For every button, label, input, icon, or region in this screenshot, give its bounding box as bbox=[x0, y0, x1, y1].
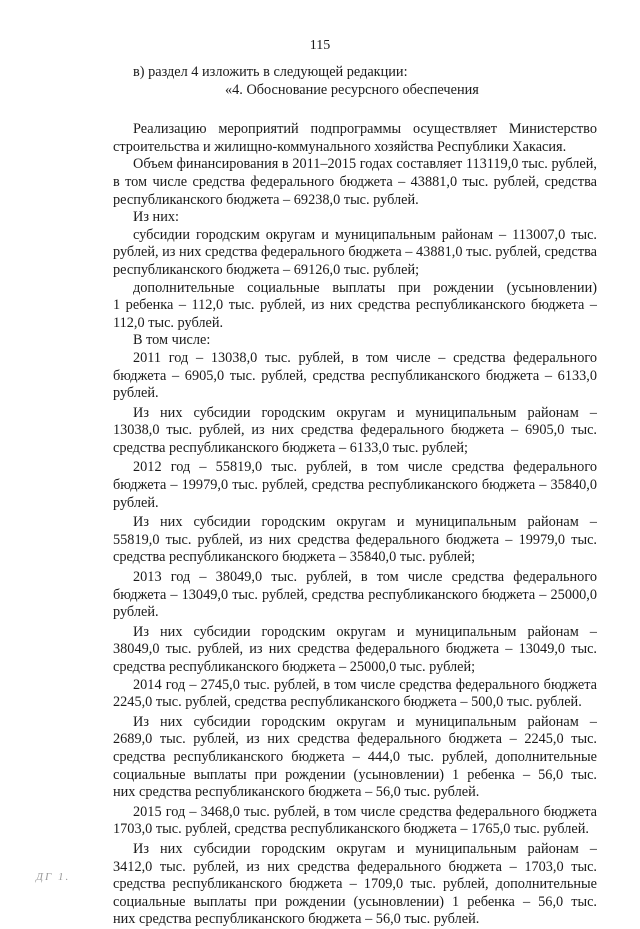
text-line: Из них субсидии городским округам и муниципальным районам – bbox=[133, 404, 597, 421]
text-line: Из них: bbox=[133, 209, 179, 226]
text-line: средства республиканского бюджета – 35840,0 тыс. рублей; bbox=[113, 549, 476, 566]
document-body bbox=[0, 64, 640, 929]
text-line: 1703,0 тыс. рублей, средства республиканского бюджета – 1765,0 тыс. рублей. bbox=[113, 821, 589, 838]
amendment-line: в) раздел 4 изложить в следующей редакции: bbox=[133, 64, 408, 80]
text-line: Объем финансирования в 2011–2015 годах составляет 113119,0 тыс. рублей, bbox=[133, 156, 597, 173]
text-line: социальные выплаты при рождении (усыновлении) 1 ребенка – 56,0 тыс. bbox=[113, 893, 597, 910]
page-number: 115 bbox=[309, 38, 331, 53]
text-line: 3412,0 тыс. рублей, из них средства федерального бюджета – 1703,0 тыс. bbox=[113, 858, 597, 875]
text-line: 2245,0 тыс. рублей, средства республиканского бюджета – 500,0 тыс. рублей. bbox=[113, 694, 582, 711]
text-line: рублей, из них средства федерального бюджета – 43881,0 тыс. рублей, средства bbox=[113, 244, 597, 261]
text-line: социальные выплаты при рождении (усыновлении) 1 ребенка – 56,0 тыс. bbox=[113, 766, 597, 783]
text-line: 2013 год – 38049,0 тыс. рублей, в том числе средства федерального bbox=[133, 569, 597, 586]
text-line: 13038,0 тыс. рублей, из них средства федерального бюджета – 6905,0 тыс. bbox=[113, 422, 597, 439]
text-line: Из них субсидии городским округам и муниципальным районам – bbox=[133, 840, 597, 857]
text-line: 55819,0 тыс. рублей, из них средства федерального бюджета – 19979,0 тыс. bbox=[113, 531, 597, 548]
text-line: них средства республиканского бюджета – 56,0 тыс. рублей. bbox=[113, 911, 480, 928]
text-line: бюджета – 6905,0 тыс. рублей, средства республиканского бюджета – 6133,0 bbox=[113, 367, 597, 384]
text-line: 38049,0 тыс. рублей, из них средства федерального бюджета – 13049,0 тыс. bbox=[113, 641, 597, 658]
text-line: 2012 год – 55819,0 тыс. рублей, в том числе средства федерального bbox=[133, 459, 597, 476]
text-line: в том числе средства федерального бюджета – 43881,0 тыс. рублей, средства bbox=[113, 173, 597, 190]
text-line: бюджета – 13049,0 тыс. рублей, средства республиканского бюджета – 25000,0 bbox=[113, 586, 597, 603]
text-line: 112,0 тыс. рублей. bbox=[113, 314, 224, 331]
corner-mark: ДГ 1. bbox=[36, 871, 71, 883]
text-line: средства республиканского бюджета – 6133,0 тыс. рублей; bbox=[113, 439, 468, 456]
text-line: рублей. bbox=[113, 604, 159, 621]
text-line: дополнительные социальные выплаты при рождении (усыновлении) bbox=[133, 279, 597, 296]
text-line: средства республиканского бюджета – 1709,0 тыс. рублей, дополнительные bbox=[113, 876, 597, 893]
text-line: субсидии городским округам и муниципальным районам – 113007,0 тыс. bbox=[133, 226, 597, 243]
text-line: Реализацию мероприятий подпрограммы осуществляет Министерство bbox=[133, 121, 597, 138]
text-line: 1 ребенка – 112,0 тыс. рублей, из них средства республиканского бюджета – bbox=[113, 297, 597, 314]
text-line: них средства республиканского бюджета – 56,0 тыс. рублей. bbox=[113, 784, 480, 801]
text-line: Из них субсидии городским округам и муниципальным районам – bbox=[133, 514, 597, 531]
text-line: рублей. bbox=[113, 385, 159, 402]
text-line: республиканского бюджета – 69238,0 тыс. рублей. bbox=[113, 191, 419, 208]
text-line: В том числе: bbox=[133, 332, 211, 349]
text-line: рублей. bbox=[113, 494, 159, 511]
text-line: Из них субсидии городским округам и муниципальным районам – bbox=[133, 623, 597, 640]
text-line: 2014 год – 2745,0 тыс. рублей, в том числе средства федерального бюджета bbox=[133, 676, 597, 693]
text-line: Из них субсидии городским округам и муниципальным районам – bbox=[133, 713, 597, 730]
text-line: бюджета – 19979,0 тыс. рублей, средства республиканского бюджета – 35840,0 bbox=[113, 477, 597, 494]
section-title: «4. Обоснование ресурсного обеспечения bbox=[225, 81, 479, 98]
text-line: 2011 год – 13038,0 тыс. рублей, в том числе – средства федерального bbox=[133, 349, 597, 366]
text-line: 2015 год – 3468,0 тыс. рублей, в том числе средства федерального бюджета bbox=[133, 803, 597, 820]
text-line: средства республиканского бюджета – 25000,0 тыс. рублей; bbox=[113, 659, 476, 675]
text-line: республиканского бюджета – 69126,0 тыс. рублей; bbox=[113, 261, 420, 278]
text-line: 2689,0 тыс. рублей, из них средства федерального бюджета – 2245,0 тыс. bbox=[113, 731, 597, 748]
text-line: средства республиканского бюджета – 444,0 тыс. рублей, дополнительные bbox=[113, 748, 597, 765]
text-line: строительства и жилищно-коммунального хозяйства Республики Хакасия. bbox=[113, 138, 567, 155]
